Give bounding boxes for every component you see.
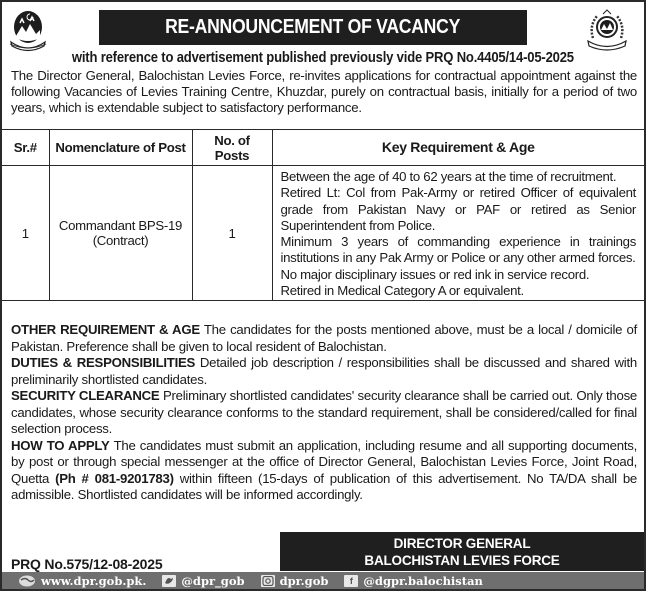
- phone-number: (Ph # 081-9201783): [55, 470, 174, 486]
- details-sections: [11, 322, 637, 504]
- social-twitter[interactable]: @dpr_gob: [162, 574, 244, 588]
- cell-post: Commandant BPS-19 (Contract): [49, 166, 192, 301]
- header-num-posts: No. of Posts: [192, 130, 272, 166]
- facebook-icon: f: [344, 575, 358, 587]
- vacancy-table: [2, 129, 644, 301]
- levies-emblem-icon: [8, 8, 48, 52]
- section-how-to-apply: HOW TO APPLY The candidates must submit an application, including resume and all supporting documents, by post or through special messenger at the office of Director General, Balochistan Levies Force, Joint Road, Quetta (Ph # 081-9201783) within fifteen (15-days of publication of this advertisement. No TA/DA shall be admissible. Shortlisted candidates will be informed accordingly.: [11, 437, 637, 502]
- twitter-icon: [162, 575, 176, 587]
- instagram-icon: [261, 575, 275, 587]
- section-heading: HOW TO APPLY: [11, 437, 110, 453]
- reference-subtitle: with reference to advertisement published previously vide PRQ No.4405/14-05-2025: [71, 50, 575, 66]
- cell-sr: 1: [2, 166, 49, 301]
- cell-num-posts: 1: [192, 166, 272, 301]
- signatory-org: BALOCHISTAN LEVIES FORCE: [364, 553, 560, 568]
- signatory-title: DIRECTOR GENERAL: [393, 536, 531, 551]
- social-facebook[interactable]: f @dgpr.balochistan: [344, 574, 483, 588]
- requirement-item: Retired in Medical Category A or equivalent.: [280, 283, 524, 299]
- header-sr: Sr.#: [2, 130, 49, 166]
- table-row: [2, 166, 644, 301]
- section-security-clearance: SECURITY CLEARANCE Preliminary shortlisted candidates' security clearance shall be carried out. Only those candidates, whose security clearance conforms to the standard requirement, shall be considered/called for final selection process.: [11, 388, 637, 436]
- globe-icon: [18, 575, 36, 587]
- intro-paragraph: The Director General, Balochistan Levies Force, re-invites applications for contractual appointment against the following Vacancies of Levies Training Centre, Khuzdar, purely on contractual basis, initially for a period of two years, which is extendable subject to satisfactory performance.: [11, 68, 637, 116]
- cell-requirements: [272, 166, 644, 301]
- table-header-row: [2, 130, 644, 166]
- section-heading: OTHER REQUIREMENT & AGE: [11, 322, 200, 337]
- social-bar: [2, 572, 644, 589]
- requirement-item: No major disciplinary issues or red ink in service record.: [280, 266, 590, 282]
- social-instagram[interactable]: dpr.gob: [261, 574, 329, 588]
- social-website[interactable]: www.dpr.gob.pk.: [18, 574, 146, 588]
- requirement-item: Minimum 3 years of commanding experience in trainings institutions in any Pak Army or Police or any other armed forces.: [280, 234, 636, 266]
- section-other-requirement: OTHER REQUIREMENT & AGE The candidates for the posts mentioned above, must be a local / domicile of Pakistan. Preference shall be given to local resident of Balochistan.: [11, 322, 637, 354]
- signature-block: [280, 532, 644, 571]
- dgpr-emblem-icon: [585, 8, 625, 52]
- prq-number: PRQ No.575/12-08-2025: [11, 556, 163, 572]
- section-duties: DUTIES & RESPONSIBILITIES Detailed job description / responsibilities shall be discussed and shared with preliminarily shortlisted candidates.: [11, 355, 637, 387]
- header-requirements: Key Requirement & Age: [272, 130, 644, 166]
- requirement-item: Between the age of 40 to 62 years at the time of recruitment.: [280, 169, 617, 184]
- requirement-item: Retired Lt: Col from Pak-Army or retired Officer of equivalent grade from Pakistan Navy or PAF or retired as Senior Superintendent from Police.: [280, 185, 636, 233]
- section-heading: DUTIES & RESPONSIBILITIES: [11, 355, 196, 370]
- header-post: Nomenclature of Post: [49, 130, 192, 166]
- page-title: RE-ANNOUNCEMENT OF VACANCY: [99, 10, 527, 45]
- section-heading: SECURITY CLEARANCE: [11, 388, 160, 403]
